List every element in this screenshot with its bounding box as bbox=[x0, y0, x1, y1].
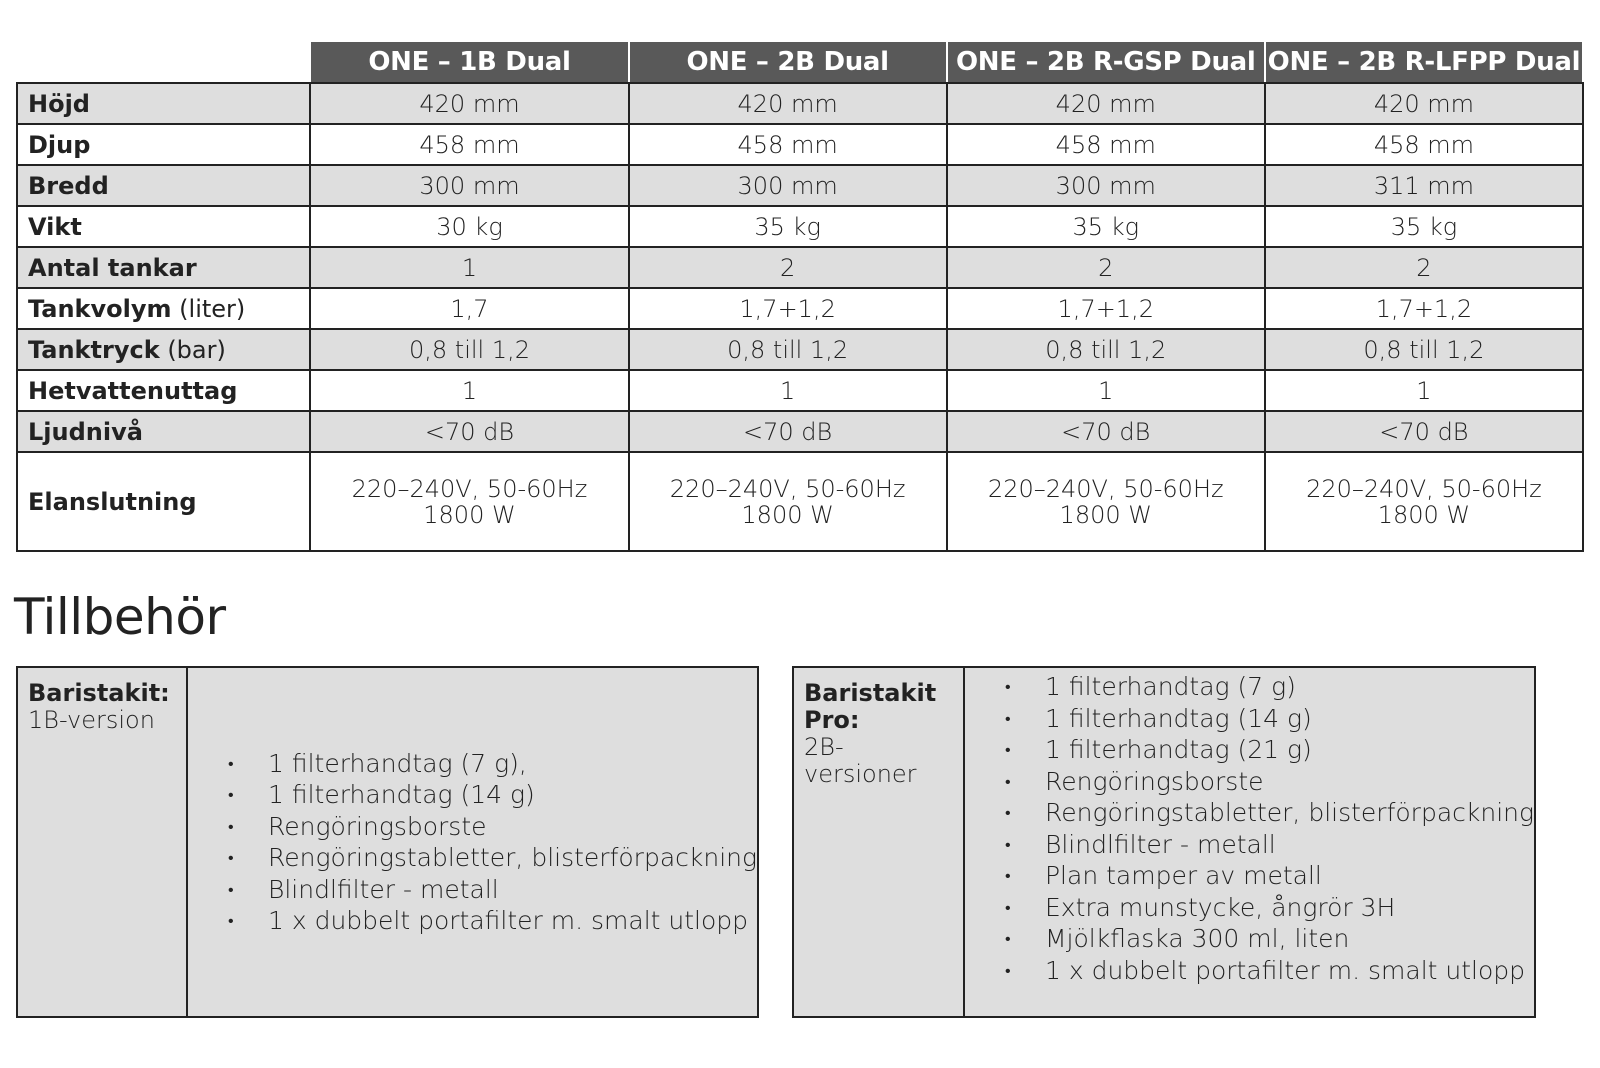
spec-row-label: Antal tankar bbox=[17, 247, 310, 288]
spec-cell: 420 mm bbox=[629, 83, 947, 124]
spec-cell: 1 bbox=[629, 370, 947, 411]
spec-header-corner bbox=[17, 41, 310, 83]
spec-cell: <70 dB bbox=[629, 411, 947, 452]
kit-item: • Mjölkflaska 300 ml, liten bbox=[1005, 923, 1534, 955]
spec-row-label: Bredd bbox=[17, 165, 310, 206]
spec-cell: 0,8 till 1,2 bbox=[947, 329, 1265, 370]
kit-item: • Rengöringsborste bbox=[1005, 766, 1534, 798]
spec-cell: 1 bbox=[310, 247, 628, 288]
spec-row-tank-volume bbox=[17, 288, 1583, 329]
spec-cell: 2 bbox=[1265, 247, 1583, 288]
spec-row-label: Djup bbox=[17, 124, 310, 165]
spec-header-col: ONE – 2B R-GSP Dual bbox=[947, 41, 1265, 83]
spec-cell: 300 mm bbox=[310, 165, 628, 206]
kit-item: • Blindlfilter - metall bbox=[1005, 829, 1534, 861]
spec-cell: <70 dB bbox=[1265, 411, 1583, 452]
spec-header-col: ONE – 2B Dual bbox=[629, 41, 947, 83]
kit-item: • 1 filterhandtag (7 g) bbox=[1005, 671, 1534, 703]
kit-name-cell bbox=[794, 668, 965, 1016]
accessories-title: Tillbehör bbox=[14, 588, 226, 646]
kit-items-cell bbox=[965, 668, 1534, 1016]
spec-row-height bbox=[17, 83, 1583, 124]
kit-items-cell bbox=[188, 668, 757, 1016]
spec-cell: 0,8 till 1,2 bbox=[1265, 329, 1583, 370]
kit-item: • Rengöringstabletter, blisterförpackning bbox=[1005, 797, 1534, 829]
spec-row-depth bbox=[17, 124, 1583, 165]
spec-row-power bbox=[17, 452, 1583, 551]
spec-cell: <70 dB bbox=[310, 411, 628, 452]
baristakit-box bbox=[16, 666, 759, 1018]
spec-cell: 458 mm bbox=[629, 124, 947, 165]
spec-cell: 35 kg bbox=[1265, 206, 1583, 247]
kit-item: • 1 filterhandtag (7 g), bbox=[228, 748, 757, 780]
kit-item: • 1 filterhandtag (21 g) bbox=[1005, 734, 1534, 766]
spec-row-hot-water bbox=[17, 370, 1583, 411]
kit-item: • 1 filterhandtag (14 g) bbox=[1005, 703, 1534, 735]
kit-item: • Rengöringstabletter, blisterförpackning bbox=[228, 842, 757, 874]
kit-item: • Rengöringsborste bbox=[228, 811, 757, 843]
spec-cell: 220–240V, 50-60Hz 1800 W bbox=[947, 452, 1265, 551]
spec-row-unit: (liter) bbox=[179, 294, 246, 323]
spec-cell: 458 mm bbox=[310, 124, 628, 165]
spec-row-label: Tankvolym (liter) bbox=[17, 288, 310, 329]
spec-cell: 311 mm bbox=[1265, 165, 1583, 206]
spec-header-col: ONE – 2B R-LFPP Dual bbox=[1265, 41, 1583, 83]
spec-cell: 300 mm bbox=[947, 165, 1265, 206]
spec-cell: 1,7+1,2 bbox=[1265, 288, 1583, 329]
spec-cell: 1,7+1,2 bbox=[947, 288, 1265, 329]
spec-cell: 2 bbox=[947, 247, 1265, 288]
spec-cell: 300 mm bbox=[629, 165, 947, 206]
spec-row-label: Elanslutning bbox=[17, 452, 310, 551]
spec-cell: 420 mm bbox=[947, 83, 1265, 124]
kit-item: • 1 filterhandtag (14 g) bbox=[228, 779, 757, 811]
spec-row-weight bbox=[17, 206, 1583, 247]
baristakit-pro-box bbox=[792, 666, 1536, 1018]
spec-table bbox=[16, 40, 1584, 552]
kit-item: • 1 x dubbelt portafilter m. smalt utlopp bbox=[228, 905, 757, 937]
spec-cell: 1 bbox=[1265, 370, 1583, 411]
kit-item: • Plan tamper av metall bbox=[1005, 860, 1534, 892]
spec-cell: 1 bbox=[947, 370, 1265, 411]
spec-cell: 30 kg bbox=[310, 206, 628, 247]
spec-cell: 35 kg bbox=[629, 206, 947, 247]
spec-row-tank-pressure bbox=[17, 329, 1583, 370]
kit-name: Baristakit: bbox=[28, 679, 170, 707]
spec-row-label: Vikt bbox=[17, 206, 310, 247]
spec-cell: 458 mm bbox=[947, 124, 1265, 165]
spec-cell: 1 bbox=[310, 370, 628, 411]
spec-cell: 2 bbox=[629, 247, 947, 288]
kit-name-cell bbox=[18, 668, 188, 1016]
spec-cell: 220–240V, 50-60Hz 1800 W bbox=[310, 452, 628, 551]
kit-item: • Extra munstycke, ångrör 3H bbox=[1005, 892, 1534, 924]
kit-item: • Blindlfilter - metall bbox=[228, 874, 757, 906]
spec-row-tanks bbox=[17, 247, 1583, 288]
spec-cell: <70 dB bbox=[947, 411, 1265, 452]
spec-row-label: Ljudnivå bbox=[17, 411, 310, 452]
kit-item: • 1 x dubbelt portafilter m. smalt utlopp bbox=[1005, 955, 1534, 987]
spec-cell: 0,8 till 1,2 bbox=[629, 329, 947, 370]
spec-cell: 420 mm bbox=[310, 83, 628, 124]
spec-row-unit: (bar) bbox=[167, 335, 226, 364]
spec-cell: 220–240V, 50-60Hz 1800 W bbox=[1265, 452, 1583, 551]
spec-cell: 35 kg bbox=[947, 206, 1265, 247]
spec-row-width bbox=[17, 165, 1583, 206]
spec-cell: 220–240V, 50-60Hz 1800 W bbox=[629, 452, 947, 551]
kit-subtitle: 2B-versioner bbox=[804, 733, 917, 788]
spec-header-row bbox=[17, 41, 1583, 83]
spec-row-label: Hetvattenuttag bbox=[17, 370, 310, 411]
spec-row-noise bbox=[17, 411, 1583, 452]
spec-cell: 0,8 till 1,2 bbox=[310, 329, 628, 370]
kit-item-list bbox=[1005, 671, 1534, 986]
kit-subtitle: 1B-version bbox=[28, 706, 155, 734]
kit-name: Baristakit Pro: bbox=[804, 679, 937, 734]
spec-header-col: ONE – 1B Dual bbox=[310, 41, 628, 83]
spec-cell: 1,7+1,2 bbox=[629, 288, 947, 329]
spec-cell: 420 mm bbox=[1265, 83, 1583, 124]
spec-row-label: Höjd bbox=[17, 83, 310, 124]
kit-item-list bbox=[228, 748, 757, 937]
spec-row-label: Tanktryck (bar) bbox=[17, 329, 310, 370]
spec-cell: 458 mm bbox=[1265, 124, 1583, 165]
spec-cell: 1,7 bbox=[310, 288, 628, 329]
